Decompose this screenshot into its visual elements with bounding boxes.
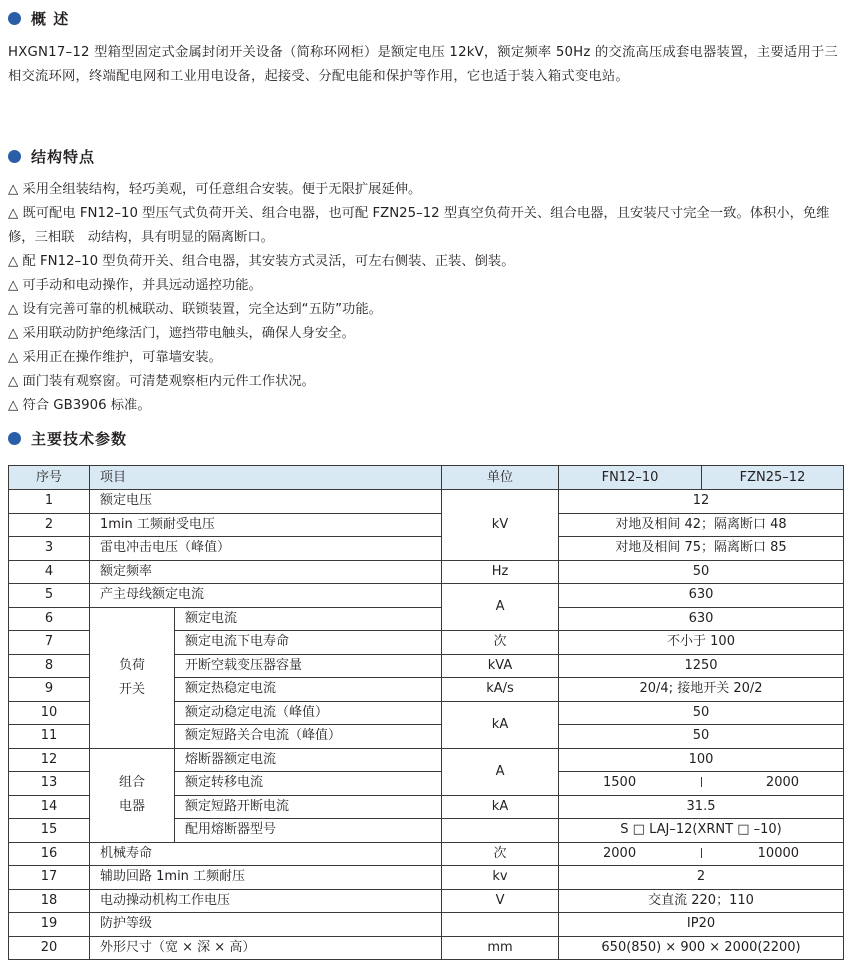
row-item: 外形尺寸（宽 × 深 × 高） [90, 936, 442, 960]
row-value: 31.5 [559, 795, 844, 819]
feature-item: △ 面门装有观察窗。可清楚观察柜内元件工作状况。 [8, 374, 315, 389]
row-unit: kVA [442, 654, 559, 678]
row-item: 配用熔断器型号 [175, 819, 442, 843]
row-item: 额定频率 [90, 560, 442, 584]
row-item: 雷电冲击电压（峰值） [90, 537, 442, 561]
table-row [9, 584, 844, 608]
row-no: 5 [9, 584, 90, 608]
row-item: 额定动稳定电流（峰值） [175, 701, 442, 725]
row-unit: A [442, 584, 559, 631]
row-no: 8 [9, 654, 90, 678]
row-value: 1250 [559, 654, 844, 678]
row-no: 3 [9, 537, 90, 561]
row-unit: 次 [442, 631, 559, 655]
header-no: 序号 [9, 466, 90, 490]
params-table [8, 465, 844, 960]
row-value: 630 [559, 584, 844, 608]
row-no: 17 [9, 866, 90, 890]
row-unit: A [442, 748, 559, 795]
row-item: 熔断器额定电流 [175, 748, 442, 772]
feature-item: △ 采用联动防护绝缘活门，遮挡带电触头，确保人身安全。 [8, 326, 355, 341]
row-no: 10 [9, 701, 90, 725]
table-header-row [9, 466, 844, 490]
row-item: 额定电流下电寿命 [175, 631, 442, 655]
table-row [9, 866, 844, 890]
params-title: 主要技术参数 [31, 430, 128, 448]
row-no: 1 [9, 490, 90, 514]
value-fn12: 1500 [603, 775, 637, 791]
features-list [8, 178, 844, 418]
row-value: 对地及相间 75；隔离断口 85 [559, 537, 844, 561]
table-row [9, 560, 844, 584]
bullet-dot-icon [8, 150, 21, 163]
row-no: 15 [9, 819, 90, 843]
row-unit: mm [442, 936, 559, 960]
row-value: 100 [559, 748, 844, 772]
row-unit: kA/s [442, 678, 559, 702]
table-row [9, 842, 844, 866]
bullet-dot-icon [8, 12, 21, 25]
table-row [9, 913, 844, 937]
row-value-split [559, 842, 844, 866]
row-value: 12 [559, 490, 844, 514]
overview-title: 概 述 [31, 10, 70, 28]
table-row [9, 607, 844, 631]
overview-text: HXGN17–12 型箱型固定式金属封闭开关设备（简称环网柜）是额定电压 12kV，额定频率 50Hz 的交流高压成套电器装置，主要适用于三相交流环网，终端配电网和工业用电设备，起接受、分配电能和保护等作用，它也适于装入箱式变电站。 [8, 45, 838, 84]
row-unit: kA [442, 795, 559, 819]
feature-item: △ 符合 GB3906 标准。 [8, 398, 151, 413]
row-item: 额定热稳定电流 [175, 678, 442, 702]
row-item: 电动操动机构工作电压 [90, 889, 442, 913]
value-fn12: 2000 [603, 845, 637, 861]
row-value: 650(850) × 900 × 2000(2200) [559, 936, 844, 960]
row-value: 交直流 220；110 [559, 889, 844, 913]
row-value: S □ LAJ–12(XRNT □ –10) [559, 819, 844, 843]
row-unit [442, 819, 559, 843]
feature-item: △ 既可配电 FN12–10 型压气式负荷开关、组合电器，也可配 FZN25–12 型真空负荷开关、组合电器，且安装尺寸完全一致。体积小，免维修，三相联 动结构，具有明显的隔离断口。 [8, 206, 830, 245]
row-unit [442, 913, 559, 937]
row-item: 额定转移电流 [175, 772, 442, 796]
feature-item: △ 可手动和电动操作，并具远动遥控功能。 [8, 278, 262, 293]
header-item: 项目 [90, 466, 442, 490]
value-fzn25: 10000 [757, 845, 800, 861]
row-no: 20 [9, 936, 90, 960]
table-row [9, 889, 844, 913]
row-item: 产主母线额定电流 [90, 584, 442, 608]
table-row [9, 513, 844, 537]
row-value: 2 [559, 866, 844, 890]
row-no: 12 [9, 748, 90, 772]
row-value: 不小于 100 [559, 631, 844, 655]
table-row [9, 748, 844, 772]
row-value: 对地及相间 42；隔离断口 48 [559, 513, 844, 537]
row-no: 11 [9, 725, 90, 749]
row-item: 防护等级 [90, 913, 442, 937]
row-item: 额定电流 [175, 607, 442, 631]
params-heading [8, 428, 127, 449]
row-item: 额定短路开断电流 [175, 795, 442, 819]
table-row [9, 537, 844, 561]
row-value: 20/4; 接地开关 20/2 [559, 678, 844, 702]
value-fzn25: 2000 [765, 775, 800, 791]
row-no: 2 [9, 513, 90, 537]
table-row [9, 490, 844, 514]
row-unit: kA [442, 701, 559, 748]
row-value: 50 [559, 701, 844, 725]
row-item: 1min 工频耐受电压 [90, 513, 442, 537]
row-no: 4 [9, 560, 90, 584]
header-fzn25: FZN25–12 [702, 466, 844, 490]
row-value: 50 [559, 560, 844, 584]
features-title: 结构特点 [31, 148, 96, 166]
row-value: 50 [559, 725, 844, 749]
row-item: 开断空载变压器容量 [175, 654, 442, 678]
group-load-switch: 负荷 开关 [90, 607, 175, 748]
feature-item: △ 配 FN12–10 型负荷开关、组合电器，其安装方式灵活，可左右侧装、正装、倒装。 [8, 254, 515, 269]
features-heading [8, 146, 95, 167]
row-no: 16 [9, 842, 90, 866]
row-unit: kv [442, 866, 559, 890]
header-unit: 单位 [442, 466, 559, 490]
row-no: 14 [9, 795, 90, 819]
row-value-split [559, 772, 844, 796]
row-unit: kV [442, 490, 559, 561]
row-no: 9 [9, 678, 90, 702]
table-row [9, 936, 844, 960]
feature-item: △ 采用全组装结构，轻巧美观，可任意组合安装。便于无限扩展延伸。 [8, 182, 422, 197]
row-no: 13 [9, 772, 90, 796]
row-no: 19 [9, 913, 90, 937]
row-item: 额定短路关合电流（峰值） [175, 725, 442, 749]
row-no: 7 [9, 631, 90, 655]
row-value: 630 [559, 607, 844, 631]
row-item: 辅助回路 1min 工频耐压 [90, 866, 442, 890]
row-no: 18 [9, 889, 90, 913]
feature-item: △ 设有完善可靠的机械联动、联锁装置，完全达到“五防”功能。 [8, 302, 382, 317]
row-value: IP20 [559, 913, 844, 937]
feature-item: △ 采用正在操作维护，可靠墙安装。 [8, 350, 222, 365]
row-unit: V [442, 889, 559, 913]
overview-heading [8, 8, 69, 29]
row-no: 6 [9, 607, 90, 631]
row-item: 额定电压 [90, 490, 442, 514]
row-unit: Hz [442, 560, 559, 584]
row-item: 机械寿命 [90, 842, 442, 866]
bullet-dot-icon [8, 432, 21, 445]
header-fn12: FN12–10 [559, 466, 702, 490]
row-unit: 次 [442, 842, 559, 866]
group-combo: 组合 电器 [90, 748, 175, 842]
